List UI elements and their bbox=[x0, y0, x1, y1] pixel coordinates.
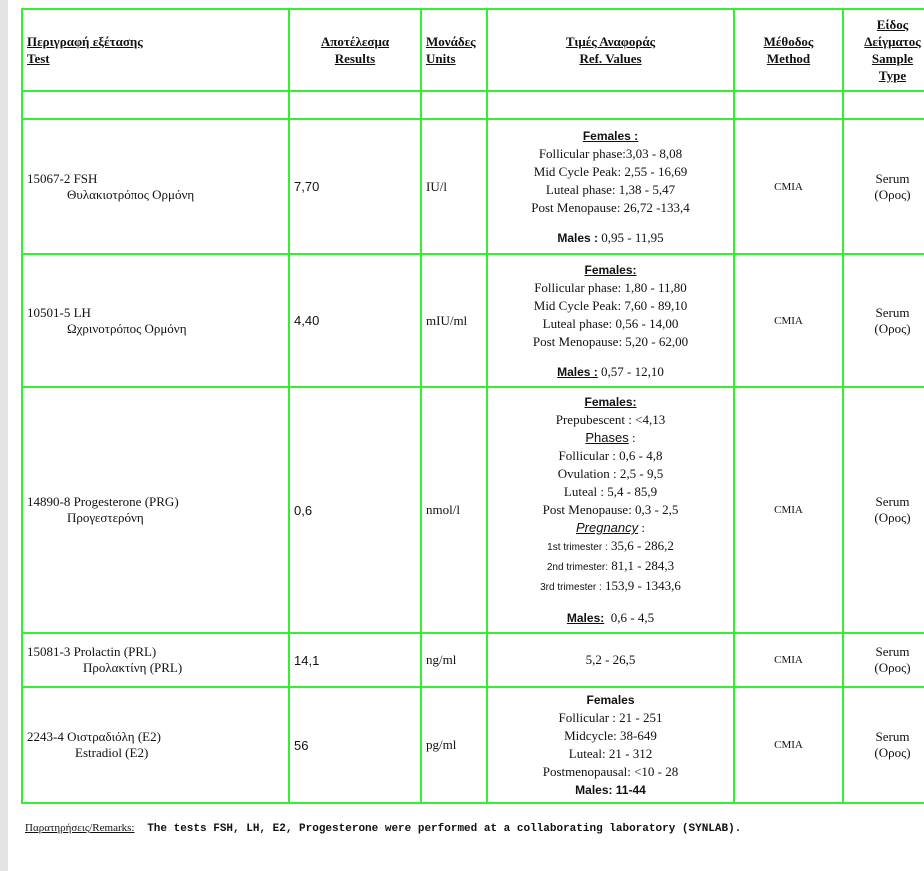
table-row bbox=[22, 687, 924, 803]
result-cell: 56 bbox=[289, 687, 421, 803]
unit-cell: nmol/l bbox=[421, 387, 487, 633]
test-cell: 15067-2 FSH Θυλακιοτρόπος Ορμόνη bbox=[22, 119, 289, 254]
method-cell: CMIA bbox=[734, 119, 843, 254]
unit-cell: pg/ml bbox=[421, 687, 487, 803]
ref-cell: 5,2 - 26,5 bbox=[487, 633, 734, 687]
page-edge bbox=[0, 0, 8, 871]
unit-cell: IU/l bbox=[421, 119, 487, 254]
method-cell: CMIA bbox=[734, 633, 843, 687]
table-row bbox=[22, 254, 924, 387]
test-cell: 15081-3 Prolactin (PRL) Προλακτίνη (PRL) bbox=[22, 633, 289, 687]
ref-cell: Females Follicular : 21 - 251 Midcycle: 38-649 Luteal: 21 - 312 Postmenopausal: <10 - 28 Males: 11-44 bbox=[487, 687, 734, 803]
header-method: Μέθοδος Method bbox=[734, 9, 843, 91]
unit-cell: ng/ml bbox=[421, 633, 487, 687]
header-row bbox=[22, 9, 924, 91]
method-cell: CMIA bbox=[734, 687, 843, 803]
test-cell: 2243-4 Οιστραδιόλη (E2) Estradiol (E2) bbox=[22, 687, 289, 803]
header-results: Αποτέλεσμα Results bbox=[289, 9, 421, 91]
remarks-text: The tests FSH, LH, E2, Progesterone were performed at a collaborating laboratory (SYNLAB). bbox=[147, 823, 742, 835]
result-cell: 7,70 bbox=[289, 119, 421, 254]
sample-cell: Serum (Ορος) bbox=[843, 687, 924, 803]
ref-cell: Females: Prepubescent : <4,13 Phases : Follicular : 0,6 - 4,8 Ovulation : 2,5 - 9,5 Luteal : 5,4 - 85,9 Post Menopause: 0,3 - 2,5 Pregnancy : 1st trimester : 35,6 - 286,2 2nd trimester: 81,1 - 284,3 3rd trimester : 153,9 - 1343,6 Males: 0,6 - 4,5 bbox=[487, 387, 734, 633]
result-cell: 0,6 bbox=[289, 387, 421, 633]
method-cell: CMIA bbox=[734, 254, 843, 387]
header-units: Μονάδες Units bbox=[421, 9, 487, 91]
remarks-label: Παρατηρήσεις/Remarks: bbox=[25, 822, 135, 834]
header-sample: Είδος Δείγματος Sample Type bbox=[843, 9, 924, 91]
remarks bbox=[25, 822, 741, 835]
result-cell: 4,40 bbox=[289, 254, 421, 387]
results-table bbox=[21, 8, 924, 804]
sample-cell: Serum (Ορος) bbox=[843, 387, 924, 633]
result-cell: 14,1 bbox=[289, 633, 421, 687]
header-test: Περιγραφή εξέτασης Test bbox=[22, 9, 289, 91]
sample-cell: Serum (Ορος) bbox=[843, 119, 924, 254]
test-cell: 14890-8 Progesterone (PRG) Προγεστερόνη bbox=[22, 387, 289, 633]
unit-cell: mIU/ml bbox=[421, 254, 487, 387]
table-row bbox=[22, 119, 924, 254]
method-cell: CMIA bbox=[734, 387, 843, 633]
ref-cell: Females: Follicular phase: 1,80 - 11,80 Mid Cycle Peak: 7,60 - 89,10 Luteal phase: 0,56 - 14,00 Post Menopause: 5,20 - 62,00 Males : 0,57 - 12,10 bbox=[487, 254, 734, 387]
sample-cell: Serum (Ορος) bbox=[843, 633, 924, 687]
sample-cell: Serum (Ορος) bbox=[843, 254, 924, 387]
header-ref: Τιμές Αναφοράς Ref. Values bbox=[487, 9, 734, 91]
table-row bbox=[22, 633, 924, 687]
ref-cell: Females : Follicular phase:3,03 - 8,08 Mid Cycle Peak: 2,55 - 16,69 Luteal phase: 1,38 - 5,47 Post Menopause: 26,72 -133,4 Males : 0,95 - 11,95 bbox=[487, 119, 734, 254]
test-cell: 10501-5 LH Ωχρινοτρόπος Ορμόνη bbox=[22, 254, 289, 387]
empty-row bbox=[22, 91, 924, 119]
table-row bbox=[22, 387, 924, 633]
